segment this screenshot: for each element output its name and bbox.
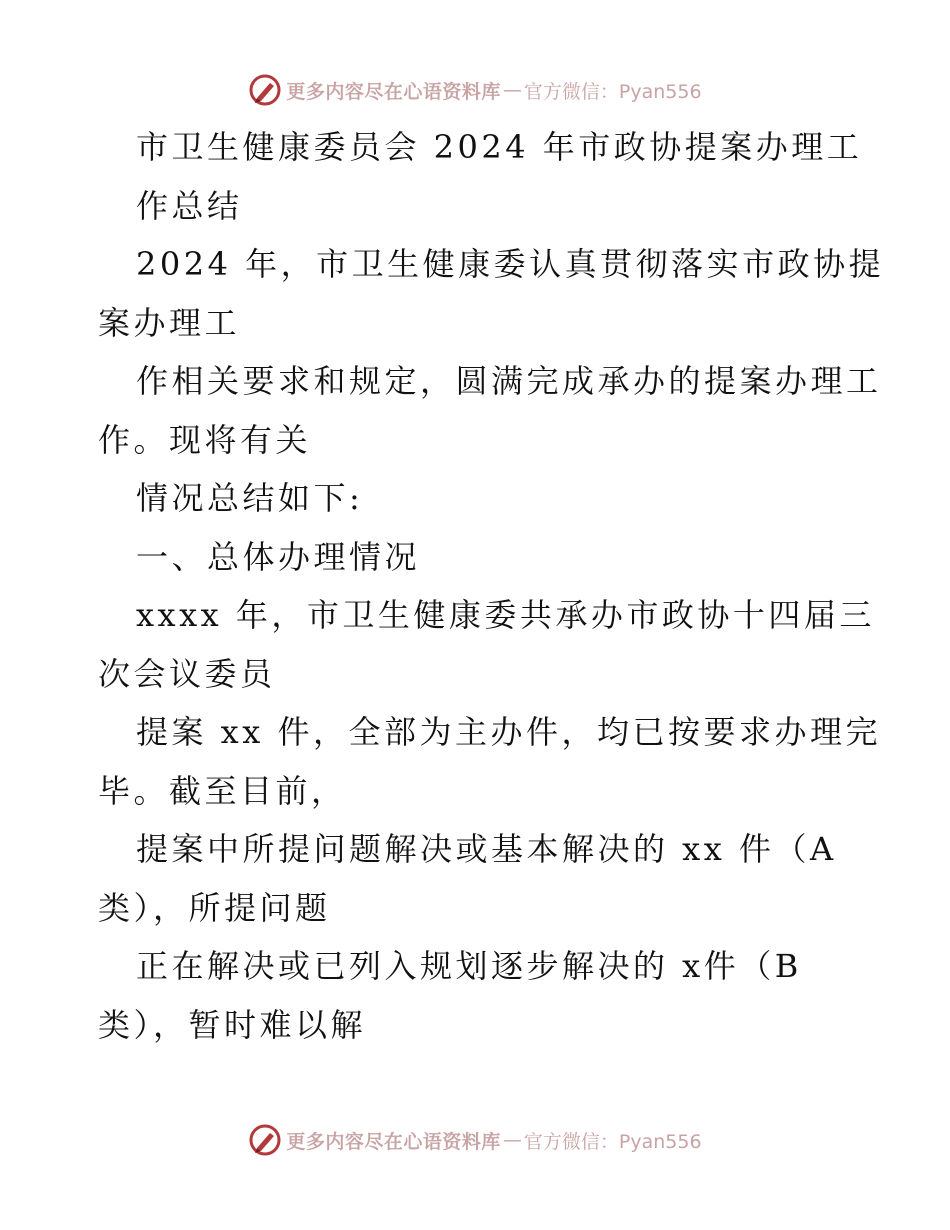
title-line-2: 作总结 — [136, 186, 243, 225]
paragraph-line: 作相关要求和规定，圆满完成承办的提案办理工 — [136, 362, 882, 400]
paragraph-line: 类），暂时难以解 — [98, 1005, 367, 1044]
document-body — [98, 118, 885, 1054]
paragraph-line: 作。现将有关 — [98, 420, 312, 459]
header-banner — [0, 70, 950, 110]
title-line-1: 市卫生健康委员会 2024 年市政协提案办理工 — [136, 128, 863, 166]
banner-contact-text: 官方微信：Pyan556 — [523, 1130, 702, 1153]
banner-promo-text: 更多内容尽在心语资料库 — [286, 1130, 501, 1153]
paragraph-line: 次会议委员 — [98, 654, 276, 693]
paragraph-line: xxxx 年，市卫生健康委共承办市政协十四届三 — [136, 596, 875, 634]
banner-promo-text: 更多内容尽在心语资料库 — [286, 80, 501, 103]
paragraph-line: 2024 年，市卫生健康委认真贯彻落实市政协提 — [136, 245, 885, 283]
paragraph-line: 正在解决或已列入规划逐步解决的 x件（B — [136, 947, 802, 985]
section-heading: 一、总体办理情况 — [136, 537, 421, 576]
pen-logo-icon — [248, 1123, 282, 1157]
banner-separator: — — [502, 79, 522, 101]
paragraph-line: 提案 xx 件，全部为主办件，均已按要求办理完 — [136, 713, 881, 751]
paragraph-line: 提案中所提问题解决或基本解决的 xx 件（A — [136, 830, 837, 868]
paragraph-line: 毕。截至目前， — [98, 771, 347, 810]
paragraph-line: 类），所提问题 — [98, 888, 331, 927]
footer-banner — [0, 1120, 950, 1160]
banner-separator: — — [502, 1129, 522, 1151]
banner-contact-text: 官方微信：Pyan556 — [523, 80, 702, 103]
paragraph-line: 情况总结如下: — [136, 479, 364, 517]
paragraph-line: 案办理工 — [98, 303, 241, 342]
pen-logo-icon — [248, 73, 282, 107]
